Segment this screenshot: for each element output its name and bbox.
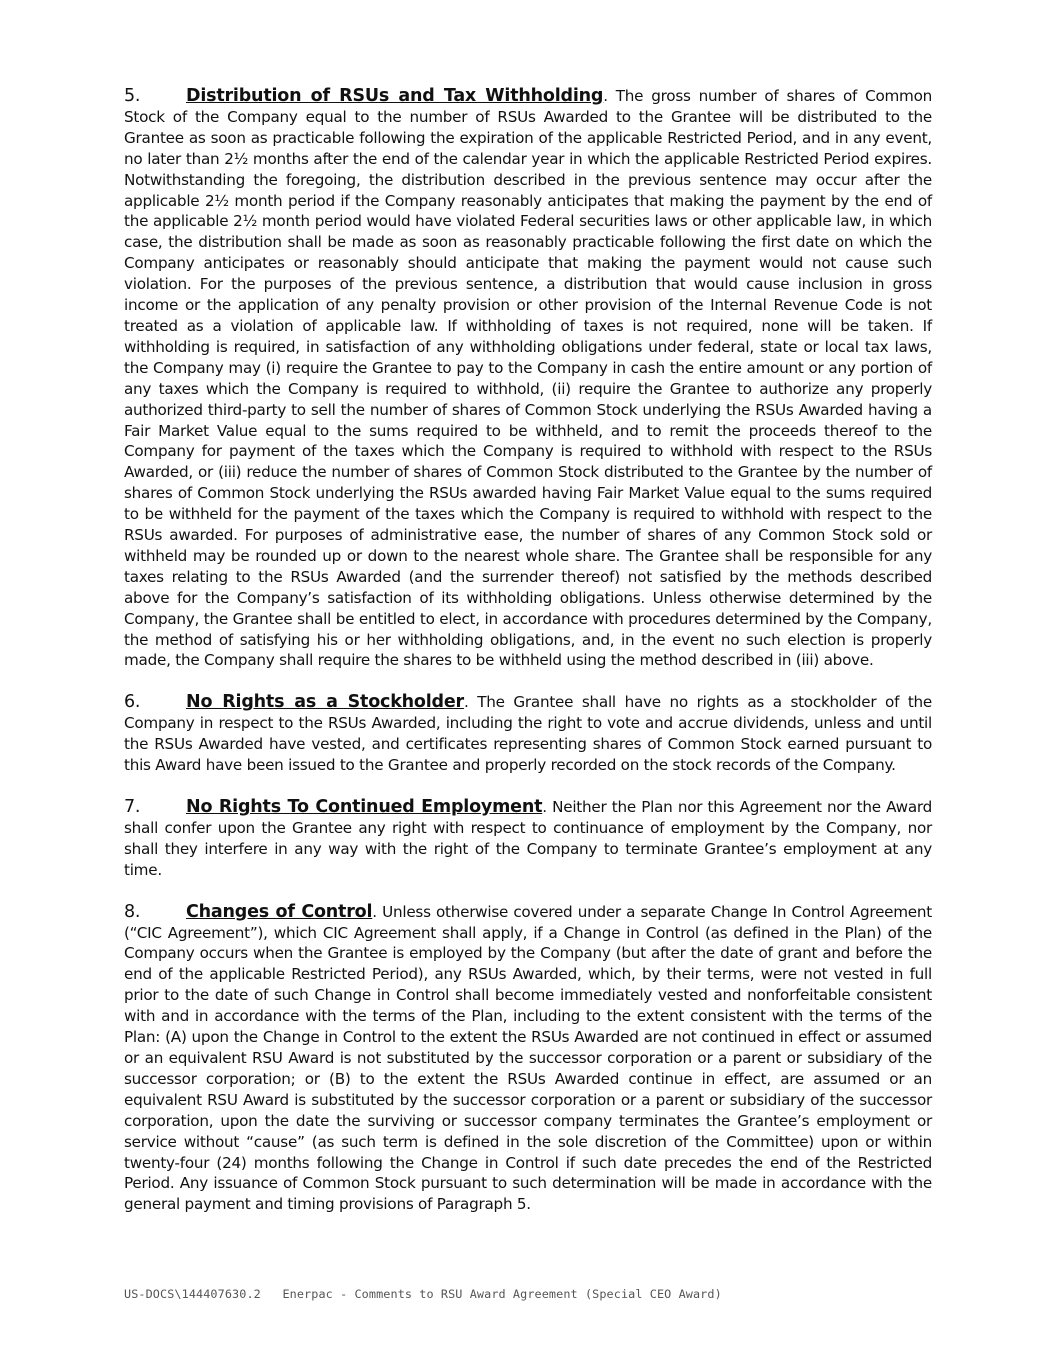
section-number: 8.: [124, 901, 141, 922]
heading-punct: .: [542, 798, 547, 816]
section-number: 5.: [124, 86, 141, 106]
heading-punct: .: [463, 693, 469, 712]
section-heading: No Rights as a Stockholder: [186, 692, 464, 713]
document-page: [124, 86, 932, 1236]
section-heading: No Rights To Continued Employment: [186, 797, 543, 817]
heading-punct: .: [372, 902, 377, 921]
document-footer: US-DOCS\144407630.2 Enerpac - Comments to RSU Award Agreement (Special CEO Award): [124, 1287, 722, 1301]
section-heading: Changes of Control: [186, 901, 373, 922]
section-5: [124, 86, 932, 671]
section-6: [124, 692, 932, 776]
section-body: Unless otherwise covered under a separate Change In Control Agreement (“CIC Agreement”), which CIC Agreement shall apply, if a Change in Control (as defined in the Plan) of the Company occurs when the Grantee is employed by the Company (but after the date of grant and before the end of the applicable Restricted Period), any RSUs Awarded, which, by their terms, were not vested in full prior to the date of such Change in Control shall become immediately vested and nonforfeitable consistent with and in accordance with the terms of the Plan, including to the extent consistent with the terms of the Plan: (A) upon the Change in Control to the extent the RSUs Awarded are not continued in effect or assumed or an equivalent RSU Award is not substituted by the successor corporation or a parent or subsidiary of the successor corporation; or (B) to the extent the RSUs Awarded continue in effect, are assumed or an equivalent RSU Award is substituted by the successor corporation or a parent or subsidiary of the successor corporation, upon the date the surviving or successor company terminates the Grantee’s employment or service without “cause” (as such term is defined in the sole discretion of the Committee) upon or within twenty-four (24) months following the Change in Control if such date precedes the end of the Restricted Period. Any issuance of Common Stock pursuant to such determination will be made in accordance with the general payment and timing provisions of Paragraph 5.: [124, 902, 932, 1214]
section-heading: Distribution of RSUs and Tax Withholding: [186, 86, 604, 106]
section-number: 6.: [124, 692, 141, 713]
section-7: [124, 797, 932, 881]
section-body: The gross number of shares of Common Stock of the Company equal to the number of RSUs Awarded to the Grantee will be distributed to the Grantee as soon as practicable following the expiration of the applicable Restricted Period, and in any event, no later than 2½ months after the end of the calendar year in which the applicable Restricted Period expires. Notwithstanding the foregoing, the distribution described in the previous sentence may occur after the applicable 2½ month period if the Company reasonably anticipates that making the payment by the end of the applicable 2½ month period would have violated Federal securities laws or other applicable law, in which case, the distribution shall be made as soon as reasonably practicable following the first date on which the Company anticipates or reasonably should anticipate that making the payment would not cause such violation. For the purposes of the previous sentence, a distribution that would cause inclusion in gross income or the application of any penalty provision or other provision of the Internal Revenue Code is not treated as a violation of applicable law. If withholding of taxes is not required, none will be taken. If withholding is required, in satisfaction of any withholding obligations under federal, state or local tax laws, the Company may (i) require the Grantee to pay to the Company in cash the entire amount or any portion of any taxes which the Company is required to withhold, (ii) require the Grantee to authorize any properly authorized third-party to sell the number of shares of Common Stock underlying the RSUs Awarded having a Fair Market Value equal to the sums required to be withheld, and to remit the proceeds thereof to the Company for payment of the taxes which the Company is required to withhold with respect to the RSUs Awarded, or (iii) reduce the number of shares of Common Stock distributed to the Grantee by the number of shares of Common Stock underlying the RSUs awarded having Fair Market Value equal to the sums required to be withheld for the payment of the taxes which the Company is required to withhold with respect to the RSUs awarded. For purposes of administrative ease, the number of shares of any Common Stock sold or withheld may be rounded up or down to the nearest whole share. The Grantee shall be responsible for any taxes relating to the RSUs Awarded (and the surrender thereof) not satisfied by the methods described above for the Company’s satisfaction of its withholding obligations. Unless otherwise determined by the Company, the Grantee shall be entitled to elect, in accordance with procedures determined by the Company, the method of satisfying his or her withholding obligations, and, in the event no such election is properly made, the Company shall require the shares to be withheld using the method described in (iii) above.: [124, 87, 932, 670]
heading-punct: .: [603, 87, 608, 105]
section-body: Neither the Plan nor this Agreement nor the Award shall confer upon the Grantee any right with respect to continuance of employment by the Company, nor shall they interfere in any way with the right of the Company to terminate Grantee’s employment at any time.: [124, 798, 932, 879]
section-body: The Grantee shall have no rights as a stockholder of the Company in respect to the RSUs Awarded, including the right to vote and accrue dividends, unless and until the RSUs Awarded have vested, and certificates representing shares of Common Stock earned pursuant to this Award have been issued to the Grantee and properly recorded on the stock records of the Company.: [124, 693, 932, 775]
section-8: [124, 902, 932, 1216]
section-number: 7.: [124, 797, 141, 817]
